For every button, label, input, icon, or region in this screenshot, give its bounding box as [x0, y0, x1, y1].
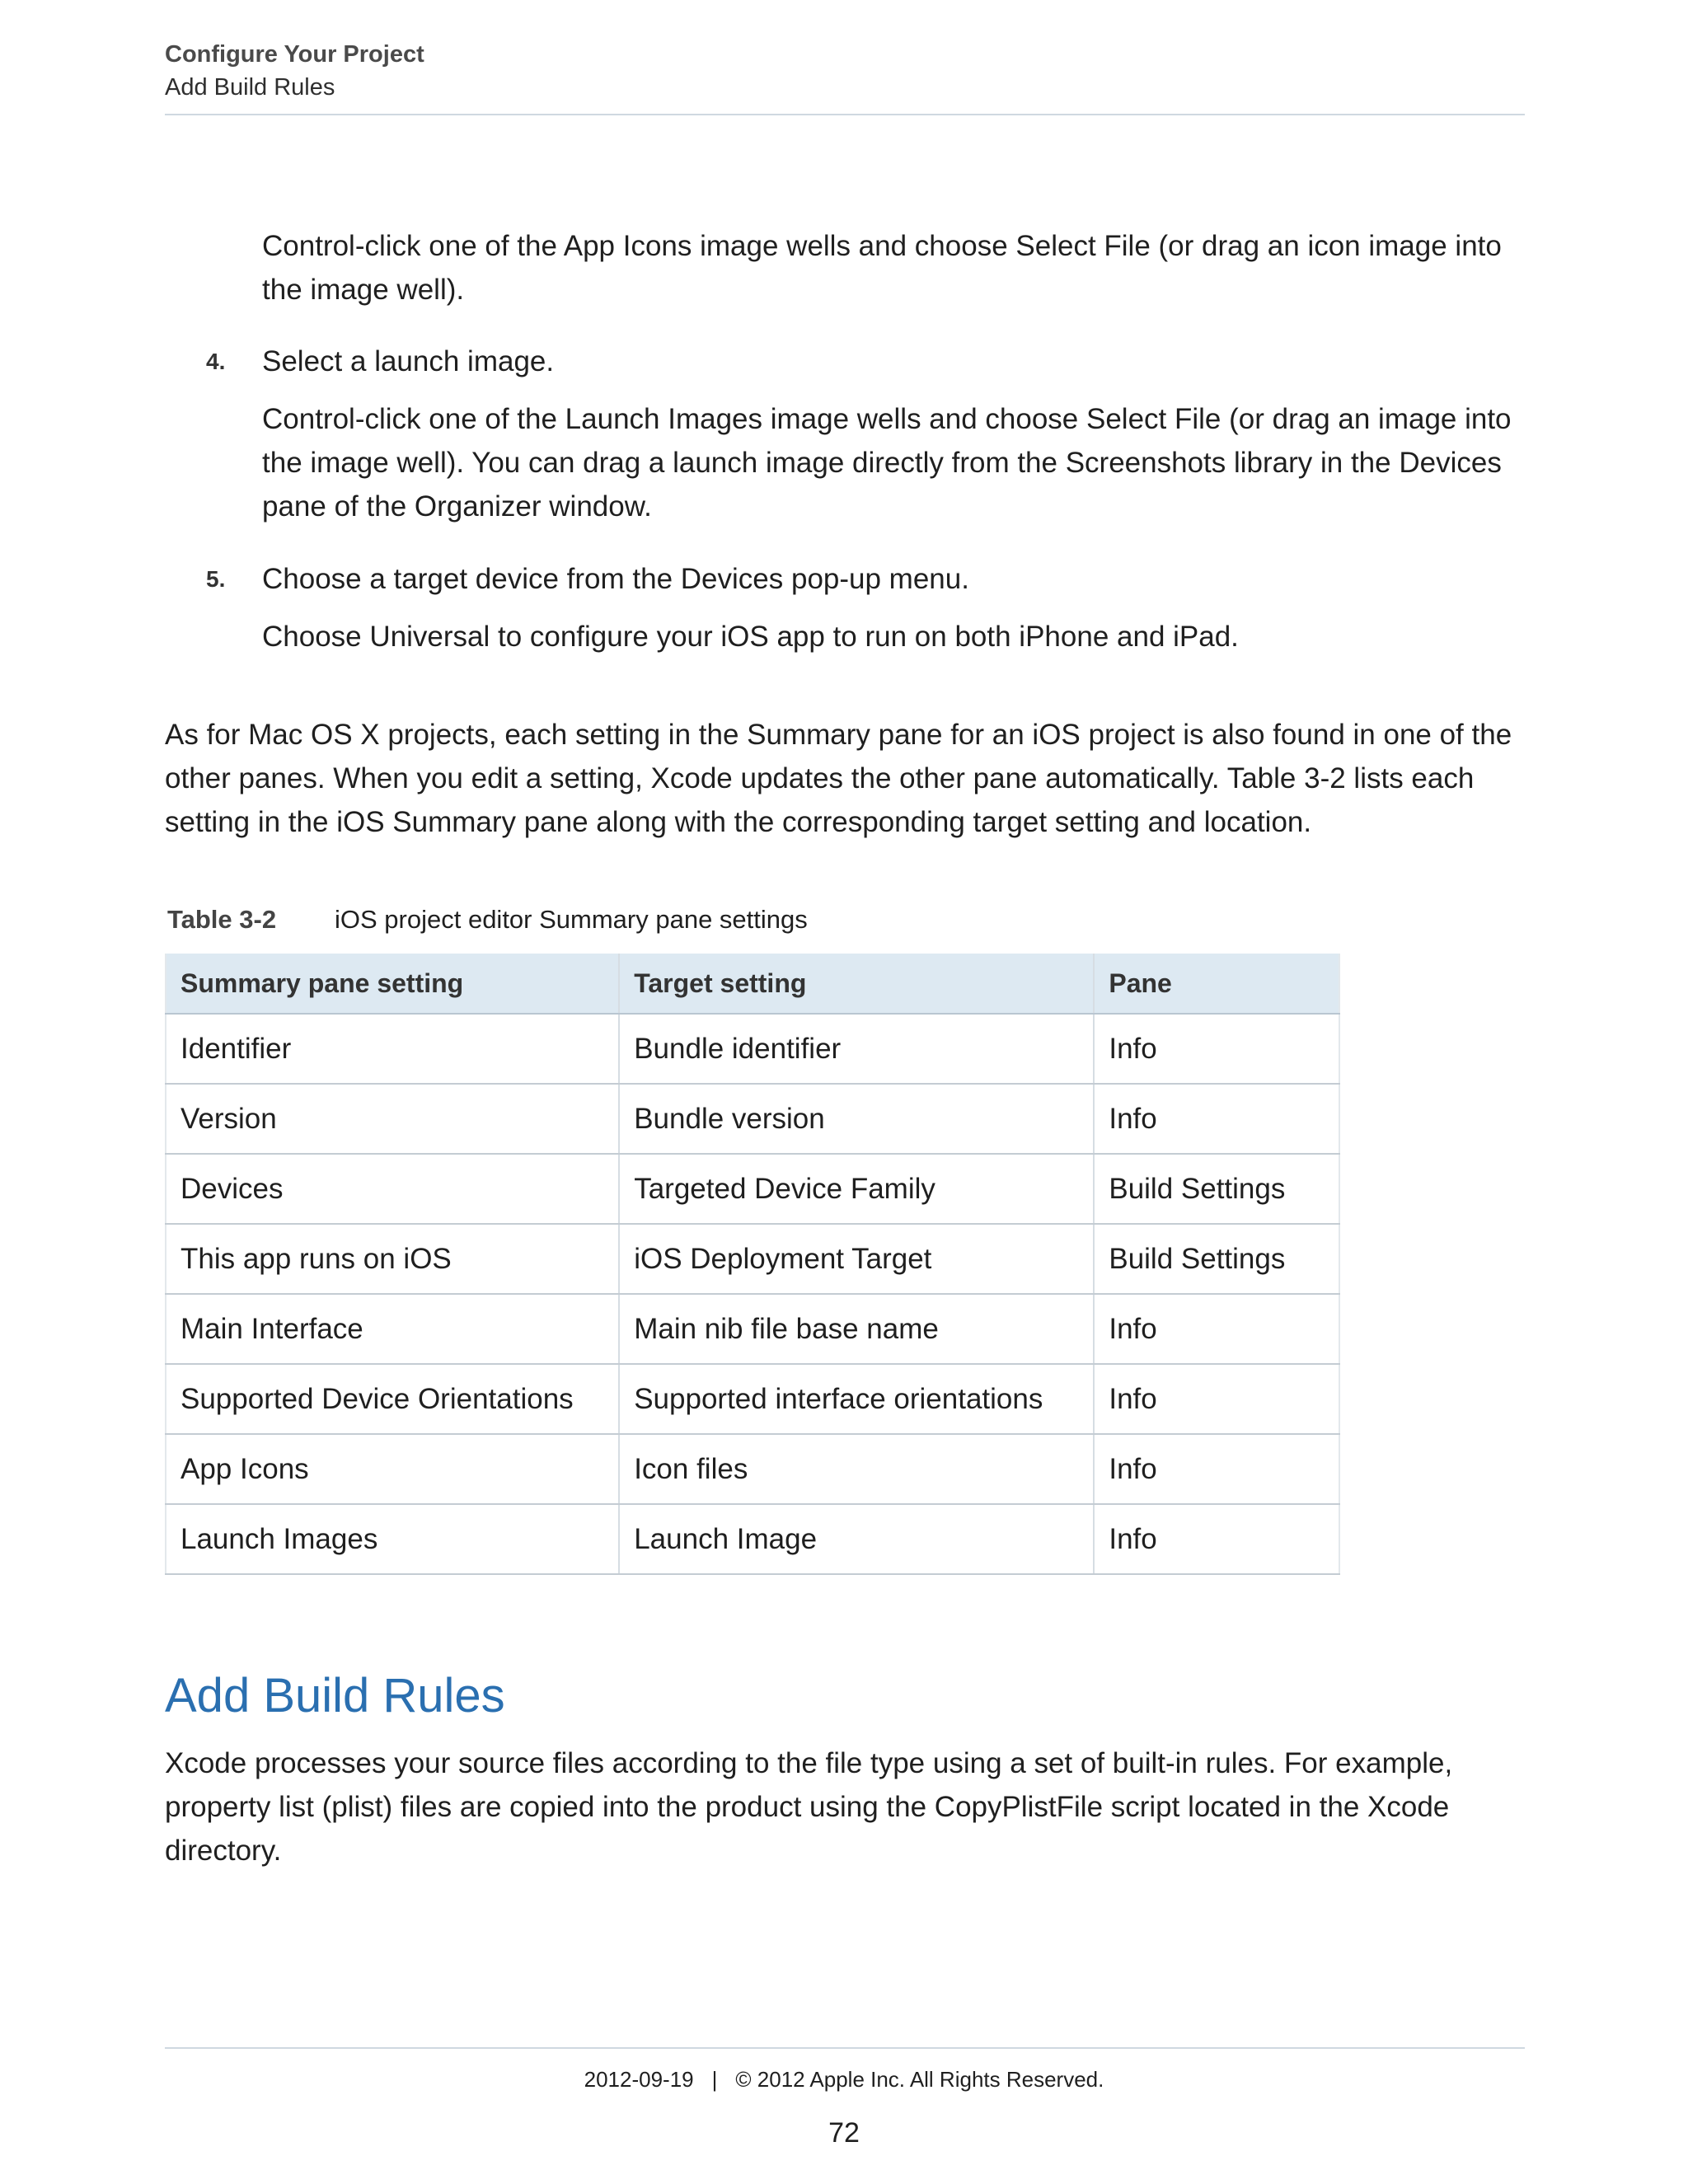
table-cell: Supported Device Orientations — [166, 1364, 619, 1434]
table-row — [166, 1014, 1339, 1084]
table-cell: Info — [1094, 1014, 1339, 1084]
table-cell: Build Settings — [1094, 1224, 1339, 1294]
table-header-cell: Target setting — [619, 954, 1094, 1014]
table-cell: Launch Image — [619, 1504, 1094, 1574]
page-footer — [0, 2064, 1688, 2095]
step-5-number: 5. — [206, 566, 226, 592]
table-cell: This app runs on iOS — [166, 1224, 619, 1294]
chapter-title: Configure Your Project — [165, 41, 424, 68]
table-cell: Supported interface orientations — [619, 1364, 1094, 1434]
footer-date: 2012-09-19 — [584, 2067, 694, 2092]
step-3-detail: Control-click one of the App Icons image wells and choose Select File (or drag an icon image into the image well). — [262, 230, 1502, 306]
footer-divider — [165, 2047, 1525, 2049]
table-cell: Identifier — [166, 1014, 619, 1084]
section-heading: Add Build Rules — [165, 1669, 505, 1722]
table-caption-label: Table 3-2 — [167, 905, 277, 934]
table-row — [166, 1224, 1339, 1294]
header-divider — [165, 114, 1525, 115]
table-row — [166, 1364, 1339, 1434]
step-4-number: 4. — [206, 349, 226, 374]
table-caption — [167, 902, 808, 938]
settings-table — [165, 954, 1340, 1575]
footer-separator: | — [711, 2067, 718, 2092]
table-row — [166, 1504, 1339, 1574]
table-caption-text: iOS project editor Summary pane settings — [335, 905, 808, 934]
section-title: Add Build Rules — [165, 74, 335, 101]
table-cell: Main Interface — [166, 1294, 619, 1364]
table-cell: Info — [1094, 1434, 1339, 1504]
table-cell: Targeted Device Family — [619, 1154, 1094, 1224]
table-header-row — [166, 954, 1339, 1014]
intro-paragraph: As for Mac OS X projects, each setting in the Summary pane for an iOS project is also found in one of the other panes. When you edit a setting, Xcode updates the other pane automatically. Table 3-2 lists each setting in the iOS Summary pane along with the corresponding target setting and location. — [165, 719, 1512, 838]
step-5-detail: Choose Universal to configure your iOS app to run on both iPhone and iPad. — [262, 621, 1239, 653]
step-4-title: Select a launch image. — [262, 345, 555, 377]
table-row — [166, 1154, 1339, 1224]
table-cell: Launch Images — [166, 1504, 619, 1574]
step-4-detail: Control-click one of the Launch Images image wells and choose Select File (or drag an image into the image well). You can drag a launch image directly from the Screenshots library in the Devices pane of the Organizer window. — [262, 403, 1512, 523]
table-cell: iOS Deployment Target — [619, 1224, 1094, 1294]
table-row — [166, 1084, 1339, 1154]
table-header-cell: Summary pane setting — [166, 954, 619, 1014]
table-cell: Devices — [166, 1154, 619, 1224]
table-cell: Bundle version — [619, 1084, 1094, 1154]
step-5-title: Choose a target device from the Devices pop-up menu. — [262, 563, 969, 595]
table-cell: Main nib file base name — [619, 1294, 1094, 1364]
table-cell: Version — [166, 1084, 619, 1154]
running-header — [165, 38, 1525, 104]
table-row — [166, 1294, 1339, 1364]
table-cell: App Icons — [166, 1434, 619, 1504]
table-cell: Bundle identifier — [619, 1014, 1094, 1084]
table-cell: Info — [1094, 1504, 1339, 1574]
footer-copyright: © 2012 Apple Inc. All Rights Reserved. — [735, 2067, 1104, 2092]
table-cell: Info — [1094, 1084, 1339, 1154]
table-cell: Info — [1094, 1294, 1339, 1364]
page-number: 72 — [828, 2117, 860, 2149]
section-body: Xcode processes your source files according to the file type using a set of built-in rules. For example, property list (plist) files are copied into the product using the CopyPlistFile script located in the Xcode directory. — [165, 1747, 1453, 1867]
table-cell: Build Settings — [1094, 1154, 1339, 1224]
table-cell: Icon files — [619, 1434, 1094, 1504]
table-cell: Info — [1094, 1364, 1339, 1434]
table-header-cell: Pane — [1094, 954, 1339, 1014]
table-row — [166, 1434, 1339, 1504]
